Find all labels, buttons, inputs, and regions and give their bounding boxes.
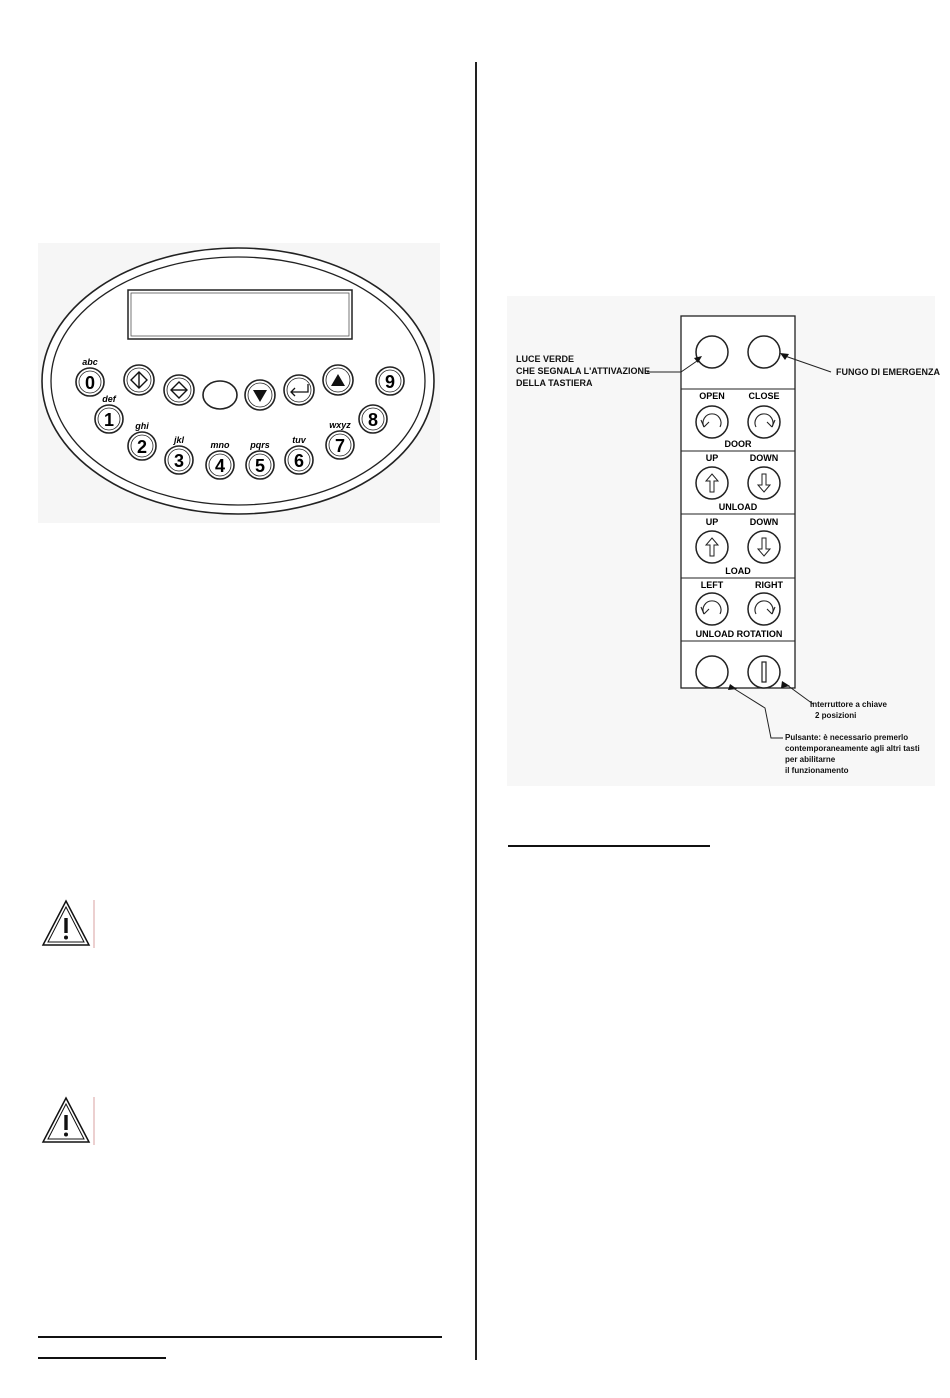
key-8[interactable] [359, 405, 387, 433]
key-1-letters: def [102, 394, 116, 404]
key-9[interactable] [376, 367, 404, 395]
footer-rule-long [38, 1336, 442, 1338]
green-light-label-line-3: DELLA TASTIERA [516, 378, 593, 388]
key-5-letters: pqrs [250, 440, 270, 450]
key-switch [748, 656, 780, 688]
enable-pushbutton [696, 656, 728, 688]
key-9-digit: 9 [384, 372, 396, 392]
section-rule [508, 845, 710, 847]
warning-triangle-icon [40, 1095, 96, 1147]
key-6-digit: 6 [293, 451, 305, 471]
footer-rule-short [38, 1357, 166, 1359]
rotation-title: UNLOAD ROTATION [695, 629, 783, 639]
pushbutton-label-line-2: contemporaneamente agli altri tasti [785, 744, 920, 753]
load-title: LOAD [725, 566, 751, 576]
key-4-digit: 4 [214, 456, 226, 476]
load-up-button [696, 531, 728, 563]
key-2-digit: 2 [136, 437, 148, 457]
green-light-label-line-2: CHE SEGNALA L'ATTIVAZIONE [516, 366, 650, 376]
unload-up-label: UP [705, 453, 719, 463]
key-switch-label-line-1: Interruttore a chiave [810, 700, 887, 709]
key-0-letters: abc [82, 357, 98, 367]
door-close-button [748, 406, 780, 438]
key-5-digit: 5 [254, 456, 266, 476]
rotation-left-label: LEFT [700, 580, 724, 590]
unload-down-label: DOWN [749, 453, 779, 463]
load-up-label: UP [705, 517, 719, 527]
key-6-letters: tuv [292, 435, 306, 445]
green-light-icon [696, 336, 728, 368]
up-key[interactable] [323, 365, 353, 395]
load-down-button [748, 531, 780, 563]
rotation-left-button [696, 593, 728, 625]
down-key[interactable] [245, 380, 275, 410]
load-down-label: DOWN [749, 517, 779, 527]
keypad-figure [38, 243, 440, 523]
rotation-right-button [748, 593, 780, 625]
key-7[interactable] [326, 420, 354, 459]
start-key[interactable] [124, 365, 154, 395]
key-3-letters: jkl [173, 435, 185, 445]
door-title: DOOR [724, 439, 752, 449]
column-divider [475, 62, 477, 1360]
door-open-label: OPEN [699, 391, 725, 401]
unload-up-button [696, 467, 728, 499]
key-7-digit: 7 [334, 436, 346, 456]
key-7-letters: wxyz [329, 420, 351, 430]
emergency-mushroom-button [748, 336, 780, 368]
key-4-letters: mno [210, 440, 230, 450]
unload-down-button [748, 467, 780, 499]
warning-triangle-icon [40, 898, 96, 950]
key-switch-label-line-2: 2 posizioni [815, 711, 857, 720]
emergency-label: FUNGO DI EMERGENZA [836, 367, 941, 377]
key-2-letters: ghi [135, 421, 149, 431]
unload-title: UNLOAD [718, 502, 758, 512]
stop-key[interactable] [164, 375, 194, 405]
key-1-digit: 1 [103, 410, 115, 430]
pushbutton-label-line-4: il funzionamento [785, 766, 849, 775]
rotation-right-label: RIGHT [755, 580, 783, 590]
key-0-digit: 0 [84, 373, 96, 393]
green-light-label-line-1: LUCE VERDE [516, 354, 575, 364]
enter-key[interactable] [284, 375, 314, 405]
door-open-button [696, 406, 728, 438]
pushbutton-label-line-1: Pulsante: è necessario premerlo [785, 733, 909, 742]
door-close-label: CLOSE [748, 391, 780, 401]
key-8-digit: 8 [367, 410, 379, 430]
blank-key[interactable] [203, 381, 237, 409]
keypad-display [128, 290, 352, 339]
key-3-digit: 3 [173, 451, 185, 471]
pushbutton-label-line-3: per abilitarne [785, 755, 836, 764]
